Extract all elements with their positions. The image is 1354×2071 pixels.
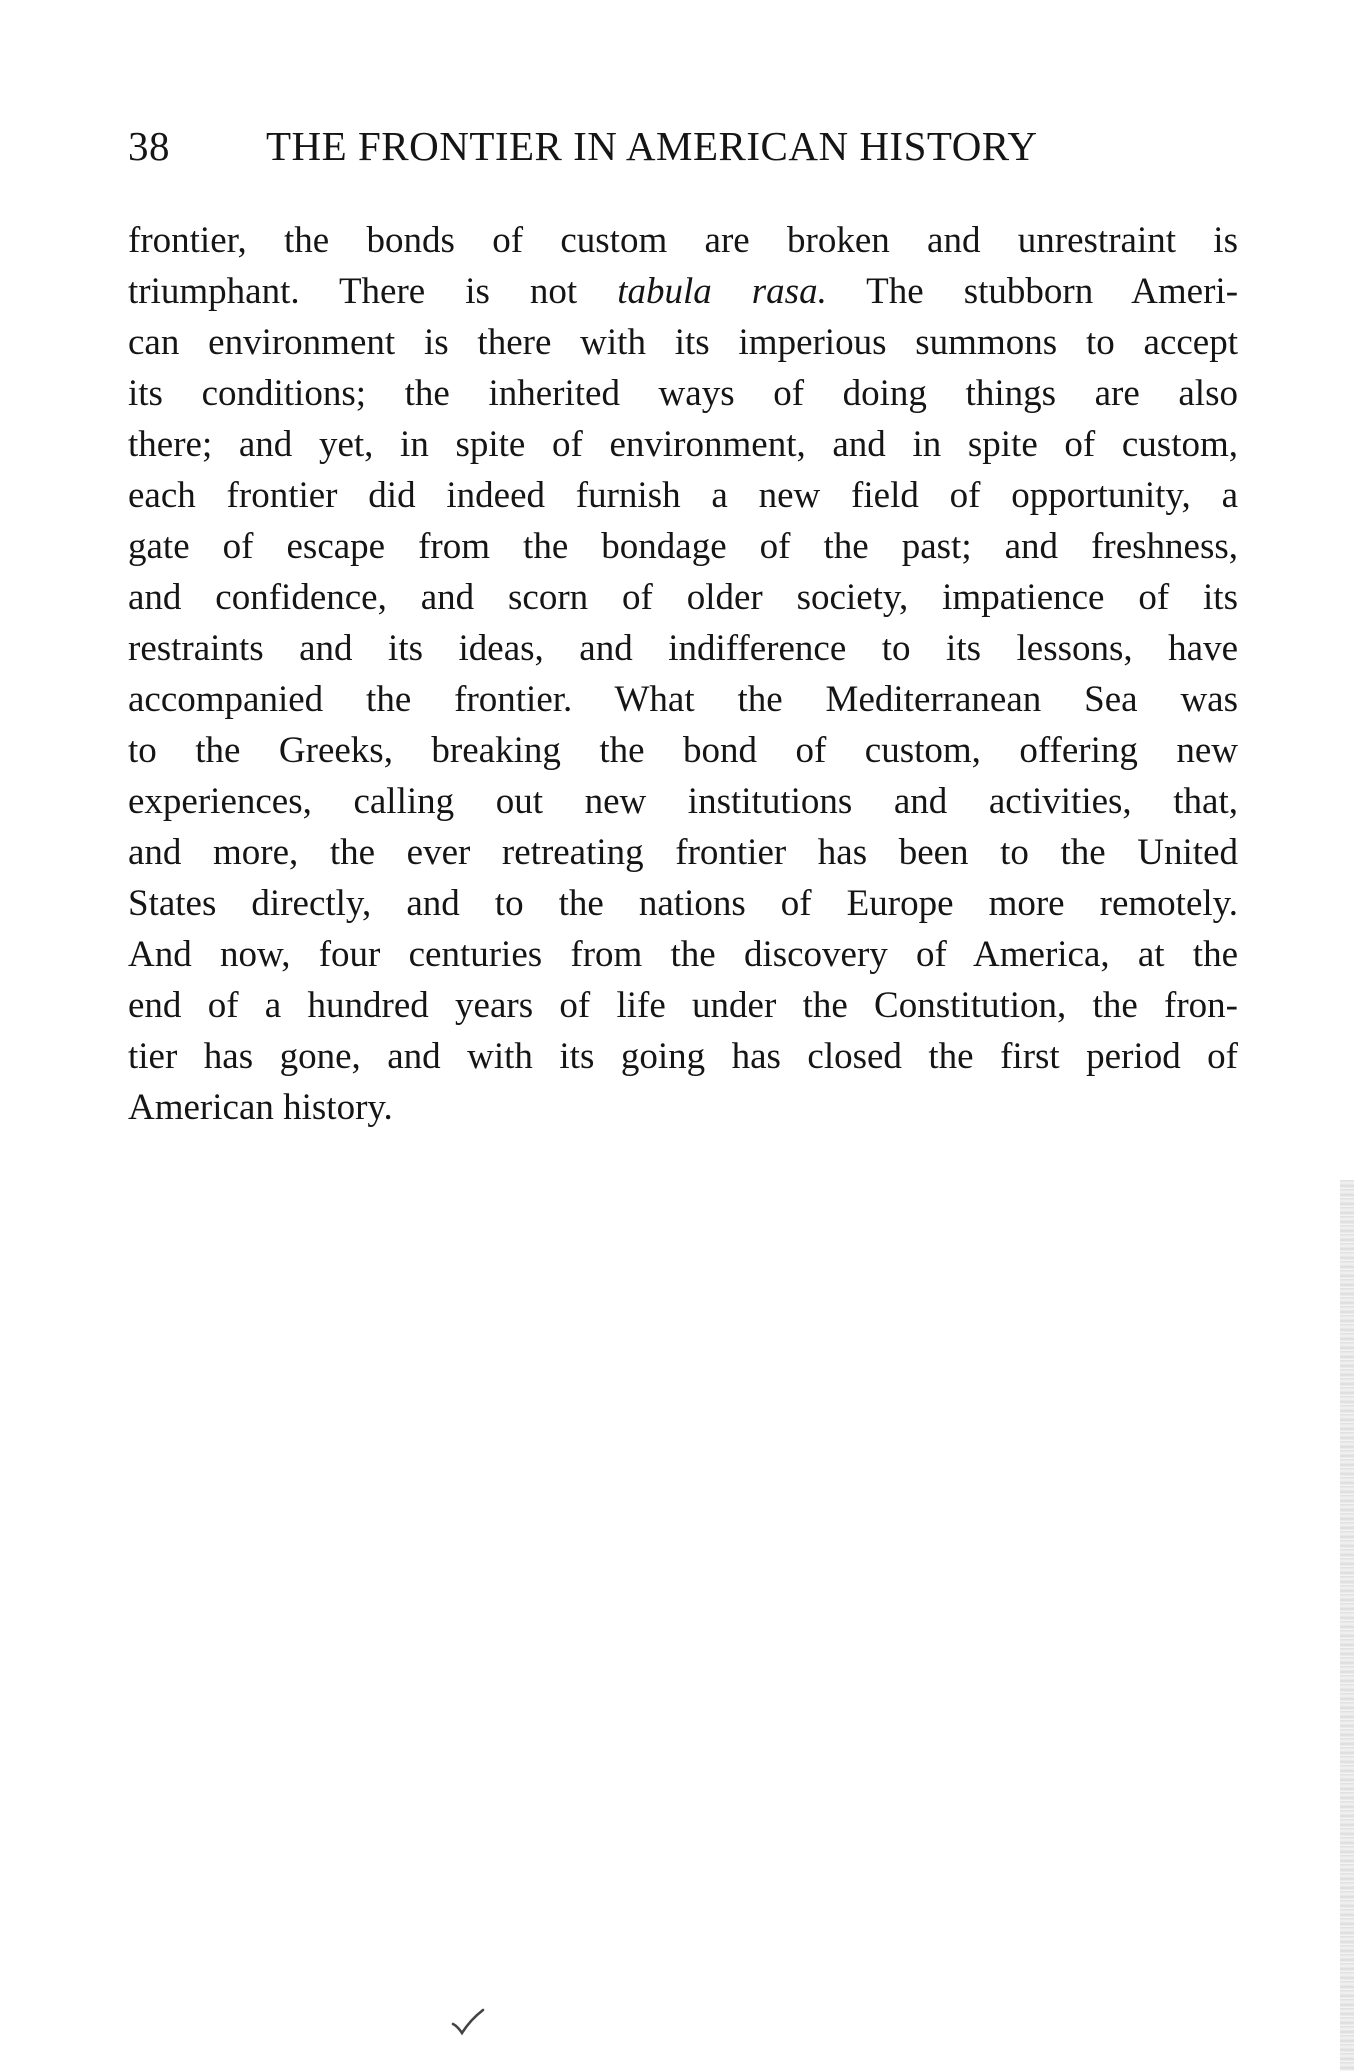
- page-edge-shadow: [1340, 1180, 1354, 2071]
- text-line: to the Greeks, breaking the bond of custom, offering new: [128, 730, 1238, 771]
- text-line: experiences, calling out new institutions and activities, that,: [128, 781, 1238, 822]
- text-line: and confidence, and scorn of older society, impatience of its: [128, 577, 1238, 618]
- text-segment: triumphant. There is not: [128, 271, 578, 312]
- text-line: gate of escape from the bondage of the past; and freshness,: [128, 526, 1238, 567]
- text-line: end of a hundred years of life under the Constitution, the fron-: [128, 985, 1238, 1026]
- italic-phrase: tabula rasa.: [617, 271, 827, 312]
- text-line: frontier, the bonds of custom are broken and unrestraint is: [128, 220, 1238, 261]
- text-line: restraints and its ideas, and indifference to its lessons, have: [128, 628, 1238, 669]
- page-number: 38: [128, 123, 170, 169]
- running-head: [128, 116, 1238, 176]
- body-paragraph: [128, 215, 1238, 1133]
- running-title: THE FRONTIER IN AMERICAN HISTORY: [266, 123, 1038, 169]
- text-line: can environment is there with its imperious summons to accept: [128, 322, 1238, 363]
- text-line: each frontier did indeed furnish a new field of opportunity, a: [128, 475, 1238, 516]
- text-line: its conditions; the inherited ways of doing things are also: [128, 373, 1238, 414]
- text-segment: The stubborn Ameri-: [866, 271, 1238, 312]
- check-mark-icon: [451, 2008, 485, 2036]
- text-line: And now, four centuries from the discovery of America, at the: [128, 934, 1238, 975]
- text-line: tier has gone, and with its going has closed the first period of: [128, 1036, 1238, 1077]
- text-line: [128, 266, 1238, 317]
- text-line: accompanied the frontier. What the Mediterranean Sea was: [128, 679, 1238, 720]
- text-line: and more, the ever retreating frontier has been to the United: [128, 832, 1238, 873]
- text-line: States directly, and to the nations of Europe more remotely.: [128, 883, 1238, 924]
- text-line: there; and yet, in spite of environment, and in spite of custom,: [128, 424, 1238, 465]
- text-line: American history.: [128, 1087, 393, 1128]
